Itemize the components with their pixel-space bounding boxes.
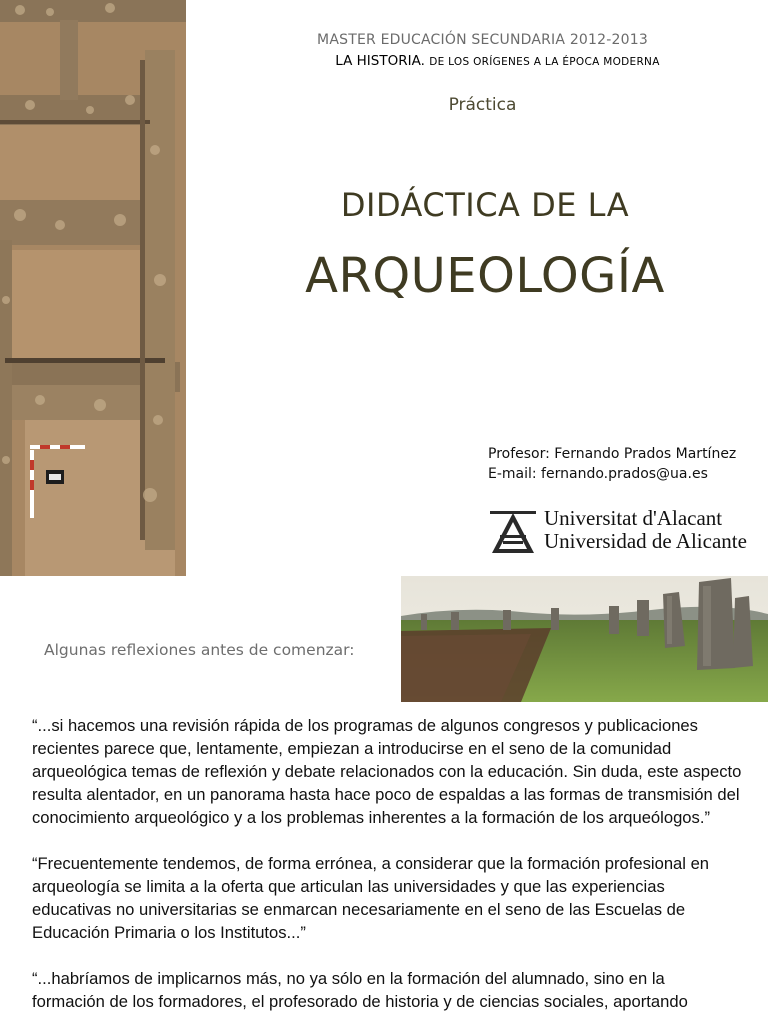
professor-info [488,444,736,484]
quote-paragraph: “...si hacemos una revisión rápida de los programas de algunos congresos y publicaciones recientes parece que, lentamente, empiezan a introducirse en el seno de la comunidad arqueológica temas de reflexión y debate relacionados con la educación. Sin duda, este aspecto resulta alentador, en un panorama hasta hace poco de espaldas a las formas de transmisión del conocimiento arqueológico y a los problemas inherentes a la formación de los arqueólogos.” [32,716,742,827]
quote-paragraph: “...habríamos de implicarnos más, no ya sólo en la formación del alumnado, sino en la formación de los formadores, el profesorado de historia y de ciencias sociales, aportando [32,969,688,1011]
subject-title [300,53,695,69]
main-title-line2: ARQUEOLOGÍA [305,248,665,304]
university-name-valencian: Universitat d'Alacant [544,506,723,530]
professor-email: E-mail: fernando.prados@ua.es [488,466,708,482]
subject-subtitle: DE LOS ORÍGENES A LA ÉPOCA MODERNA [429,56,660,68]
university-name-spanish: Universidad de Alicante [544,529,747,553]
standing-stones-photo [401,576,768,702]
subject-name: LA HISTORIA. [335,53,425,69]
university-name [544,507,747,553]
main-title-line1: DIDÁCTICA DE LA [340,186,630,224]
university-emblem-icon [490,511,536,555]
quote-paragraph: “Frecuentemente tendemos, de forma errónea, a considerar que la formación profesional en arqueología se limita a la oferta que articulan las universidades y que las experiencias educativas no universitarias se enmarcan necesariamente en el seno de las Escuelas de Educación Primaria o los Institutos...” [32,854,710,942]
practica-label: Práctica [448,95,517,115]
intro-heading: Algunas reflexiones antes de comenzar: [44,641,355,659]
program-title: MASTER EDUCACIÓN SECUNDARIA 2012-2013 [317,32,648,48]
professor-name: Profesor: Fernando Prados Martínez [488,446,737,462]
quotes-block [32,714,742,1036]
excavation-photo [0,0,186,576]
university-logo [490,507,755,559]
